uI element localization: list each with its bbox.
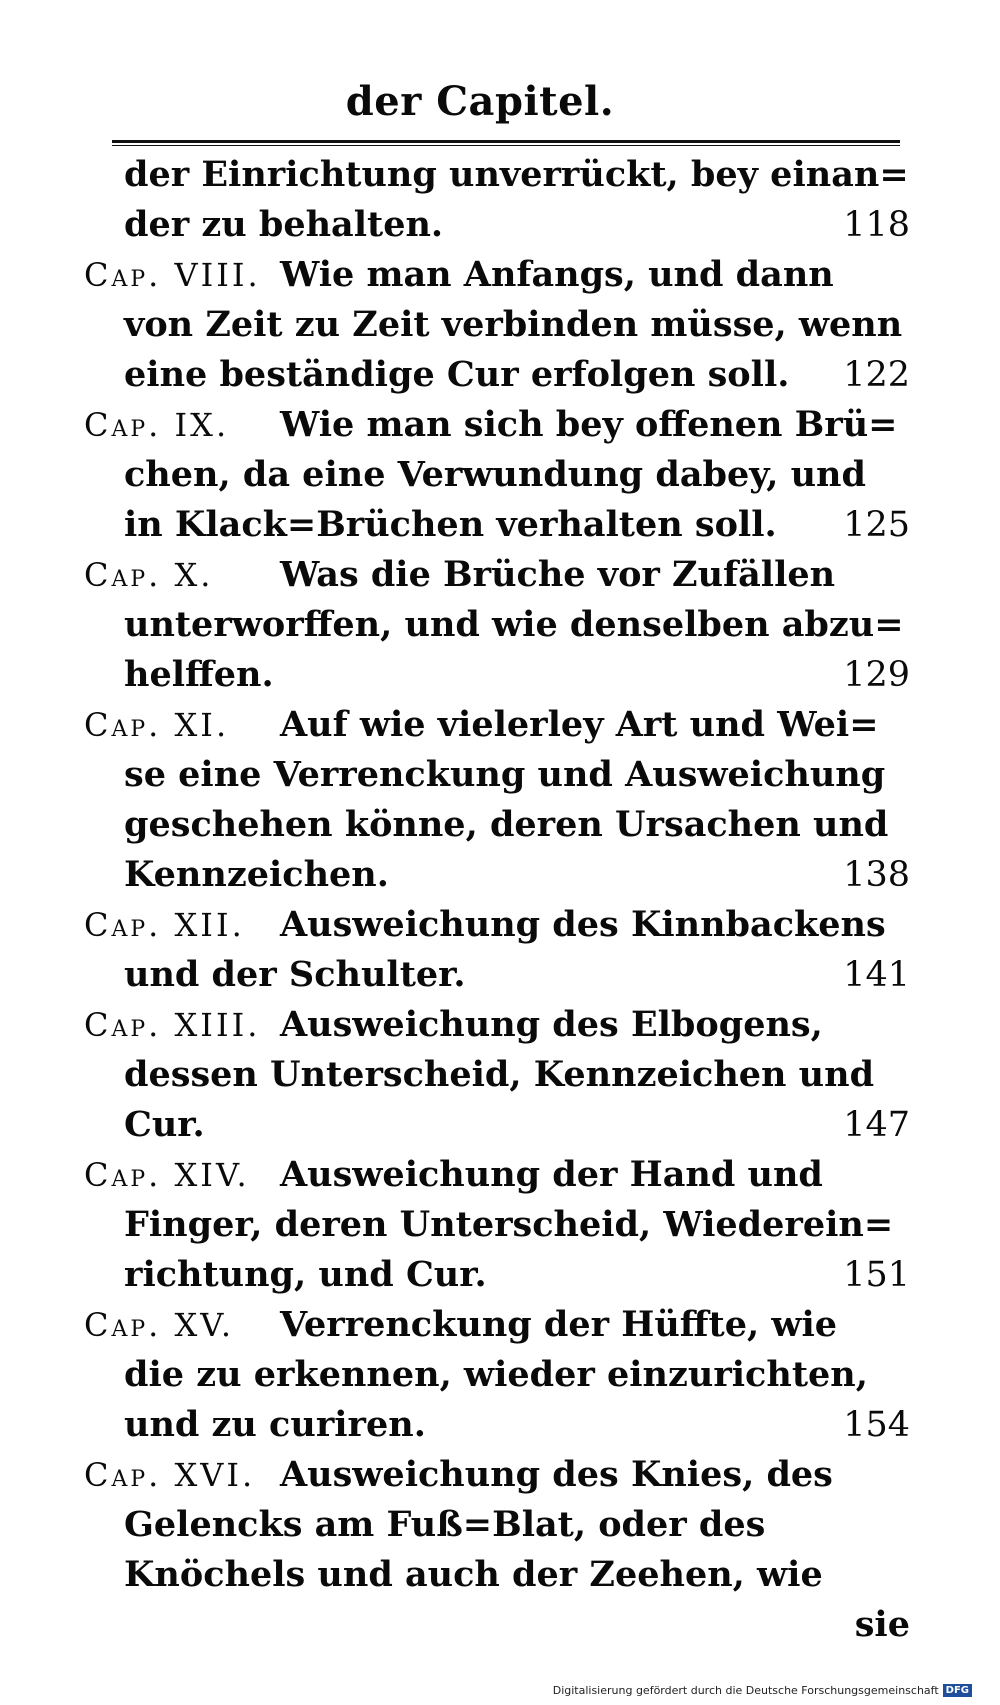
entry-line: Verrenckung der Hüffte, wie bbox=[280, 1304, 838, 1345]
entry-line-last bbox=[84, 1100, 910, 1150]
chapter-label: Cap. XII. bbox=[84, 906, 245, 944]
entry-line: unterworffen, und wie denselben abzu= bbox=[124, 604, 904, 645]
entry-line: Wie man sich bey offenen Brü= bbox=[280, 404, 898, 445]
header-rule bbox=[112, 140, 900, 146]
entry-line: und zu curiren. bbox=[124, 1404, 426, 1445]
entry-line: dessen Unterscheid, Kennzeichen und bbox=[124, 1054, 875, 1095]
entry-line: der zu behalten. bbox=[124, 204, 444, 245]
chapter-label: Cap. XV. bbox=[84, 1306, 234, 1344]
entry-line-last bbox=[84, 1250, 910, 1300]
entry-line: Auf wie vielerley Art und Wei= bbox=[280, 704, 879, 745]
digitization-credit bbox=[553, 1684, 972, 1697]
entry-line-last bbox=[84, 850, 910, 900]
entry-line-last bbox=[84, 200, 910, 250]
page-number: 147 bbox=[843, 1105, 910, 1145]
entry-line-last bbox=[84, 500, 910, 550]
toc-entry bbox=[84, 1150, 910, 1300]
page-number: 138 bbox=[843, 855, 910, 895]
chapter-label: Cap. VIII. bbox=[84, 256, 261, 294]
entry-line: Gelencks am Fuß=Blat, oder des bbox=[124, 1504, 766, 1545]
dfg-logo: DFG bbox=[943, 1684, 972, 1697]
entry-line: Ausweichung der Hand und bbox=[280, 1154, 823, 1195]
entry-line: richtung, und Cur. bbox=[124, 1254, 487, 1295]
entry-line-last bbox=[84, 350, 910, 400]
entry-line: Finger, deren Unterscheid, Wiederein= bbox=[124, 1204, 894, 1245]
page-number: 125 bbox=[843, 505, 910, 545]
entry-line: die zu erkennen, wieder einzurichten, bbox=[124, 1354, 868, 1395]
entry-line-last bbox=[84, 1400, 910, 1450]
entry-line: Knöchels und auch der Zeehen, wie bbox=[124, 1554, 823, 1595]
toc-entry bbox=[84, 400, 910, 550]
entry-line: der Einrichtung unverrückt, bey einan= bbox=[124, 154, 909, 195]
credit-text: Digitalisierung gefördert durch die Deutsche Forschungsgemeinschaft bbox=[552, 1684, 939, 1697]
entry-line: Ausweichung des Knies, des bbox=[280, 1454, 833, 1495]
toc-entry bbox=[84, 150, 910, 250]
toc-entry bbox=[84, 1450, 910, 1650]
page-number: 129 bbox=[843, 655, 910, 695]
entry-line-last bbox=[84, 650, 910, 700]
toc-entry bbox=[84, 1000, 910, 1150]
catchword: sie bbox=[854, 1604, 910, 1645]
entry-line: helffen. bbox=[124, 654, 274, 695]
entry-line: in Klack=Brüchen verhalten soll. bbox=[124, 504, 777, 545]
entry-line: eine beständige Cur erfolgen soll. bbox=[124, 354, 790, 395]
page-number: 122 bbox=[843, 355, 910, 395]
page-header: der Capitel. bbox=[345, 78, 615, 125]
entry-line: Was die Brüche vor Zufällen bbox=[280, 554, 836, 595]
entry-line: Cur. bbox=[124, 1104, 205, 1145]
chapter-label: Cap. XVI. bbox=[84, 1456, 256, 1494]
chapter-label: Cap. XIV. bbox=[84, 1156, 250, 1194]
toc-entry bbox=[84, 700, 910, 900]
toc-entry bbox=[84, 900, 910, 1000]
page-number: 118 bbox=[843, 205, 910, 245]
chapter-label: Cap. XIII. bbox=[84, 1006, 261, 1044]
entry-line: Ausweichung des Kinnbackens bbox=[280, 904, 886, 945]
table-of-contents bbox=[84, 150, 910, 1650]
page-number: 154 bbox=[843, 1405, 910, 1445]
entry-line: Ausweichung des Elbogens, bbox=[280, 1004, 823, 1045]
entry-line: se eine Verrenckung und Ausweichung bbox=[124, 754, 886, 795]
page-number: 151 bbox=[843, 1255, 910, 1295]
page-number: 141 bbox=[843, 955, 910, 995]
chapter-label: Cap. X. bbox=[84, 556, 214, 594]
chapter-label: Cap. IX. bbox=[84, 406, 230, 444]
entry-line: und der Schulter. bbox=[124, 954, 466, 995]
entry-line: Kennzeichen. bbox=[124, 854, 389, 895]
chapter-label: Cap. XI. bbox=[84, 706, 230, 744]
entry-line: geschehen könne, deren Ursachen und bbox=[124, 804, 889, 845]
entry-line-last bbox=[84, 950, 910, 1000]
toc-entry bbox=[84, 550, 910, 700]
entry-line: Wie man Anfangs, und dann bbox=[280, 254, 834, 295]
entry-line: von Zeit zu Zeit verbinden müsse, wenn bbox=[124, 304, 903, 345]
toc-entry bbox=[84, 250, 910, 400]
entry-line: chen, da eine Verwundung dabey, und bbox=[124, 454, 866, 495]
toc-entry bbox=[84, 1300, 910, 1450]
